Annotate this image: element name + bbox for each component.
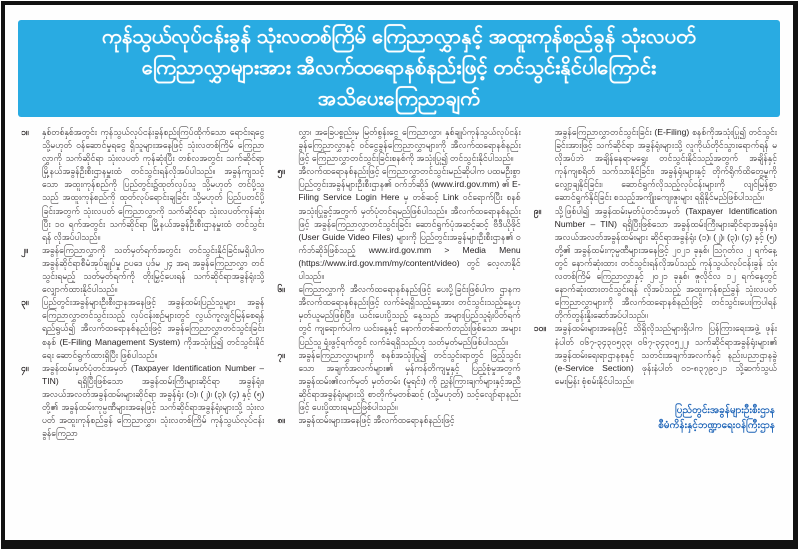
item-text: သို့ဖြစ်ပါ၍ အခွန်ထမ်းမှတ်ပုံတင်အမှတ် (Taxpayer Identification Number – TIN) ရရှိပြီးဖြစ်သော အခွန်ထမ်းကြီးများဆိုင်ရာအခွန်ရုံး၊ အလယ်အလတ်အခွန်ထမ်းများ ဆိုင်ရာအခွန်ရုံး (၁)၊ (၂)၊ (၃)၊ (၄) နှင့် (၅) တို့၏ အခွန်ထမ်းကုမ္ပဏီများအနေဖြင့် ၂၀၂၁ ခုနှစ်၊ ဩဂုတ်လ ၂ ရက်နေ့တွင် နောက်ဆုံးထား တင်သွင်းရန်လိုအပ်သည့် ကုန်သွယ်လုပ်ငန်းခွန် သုံးလတစ်ကြိမ် ကြေညာလွှာနှင့် ၂၀၂၁ ခုနှစ်၊ ဇူလိုင်လ ၁၂ ရက်နေ့တွင် နောက်ဆုံးထားတင်သွင်းရန် လိုအပ်သည့် အထူးကုန်စည်ခွန် သုံးလပတ်ကြေညာလွှာများကို အီလက်ထရောနစ်နည်းဖြင့် တင်သွင်းပေးကြပါရန် တိုက်တွန်းနှိုးဆော်အပ်ပါသည်။ [554,205,777,321]
title-line-2: ကြေညာလွှာများအား အီလက်ထရောနစ်နည်းဖြင့် တင်သွင်းနိုင်ပါကြောင်း [141,57,657,79]
item-text: အခွန်ကြေညာလွှာကို သတ်မှတ်ရက်အတွင်း တင်သွင်းနိုင်ခြင်းမရှိပါက အခွန်ဆိုင်ရာစီမံအုပ်ချုပ်မှု ဥပဒေ ပုဒ်မ ၂၄ အရ အခွန်ကြေညာလွှာ တင်သွင်းရမည့် သတ်မှတ်ရက်ကို တိုးမြှင့်ပေးရန် သက်ဆိုင်ရာအခွန်ရုံးသို့ လျှောက်ထားနိုင်ပါသည်။ [42,244,265,295]
item-text: အခွန်ထမ်းများအနေဖြင့် အီလက်ထရောနစ်နည်းဖြင့် [298,415,455,426]
column-3 [534,126,777,522]
list-item-2 [21,244,264,296]
item-number: ၂။ [21,244,28,255]
signature-block [534,403,777,433]
item-text: အခွန်ထမ်းများအနေဖြင့် သိရှိလိုသည်များရှိပါက ပြန်ကြားရေးအဖွဲ့ ဖုန်းနံပါတ် ၀၆၇-၃၄၃၀၅၃၃၊ ၀၆၇-၃၄၃၀၅၂၂၊ သက်ဆိုင်ရာအခွန်ရုံးများ၏ အခွန်ထမ်းရေးရာဌာနစုနှင့် သတင်းအချက်အလက်နှင့် နည်းပညာဌာနခွဲ (e-Service Section) ဖုန်းနံပါတ် ၀၁-၈၃၇၉၀၂၁ သို့ဆက်သွယ်မေးမြန်း စုံစမ်းနိုင်ပါသည်။ [554,323,777,386]
list-item-3 [21,296,264,361]
item-text: ကြေညာလွှာကို အီလက်ထရောနစ်နည်းဖြင့် ပေးပို့ခြင်းဖြစ်ပါက ဌာနက အီလက်ထရောနစ်နည်းဖြင့် လက်ခံရရှိသည့်နေ့အား တင်သွင်းသည့်နေ့ဟု မှတ်ယူမည်ဖြစ်ပြီး၊ ယင်းပေးပို့သည့် နေ့သည် အများပြည်သူရုံးပိတ်ရက်တွင် ကျရောက်ပါက ယင်းနေ့နှင့် နောက်တစ်ဆက်တည်းဖြစ်သော အများပြည်သူ ရုံးဖွင့်ရက်တွင် လက်ခံရရှိသည်ဟု သတ်မှတ်မည်ဖြစ်ပါသည်။ [298,284,521,347]
item-text: အခွန်ကြေညာလွှာတင်သွင်းခြင်း (E-Filing) စနစ်ကိုအသုံးပြု၍ တင်သွင်းခြင်းအားဖြင့် သက်ဆိုင်ရာ အခွန်ရုံးများသို့ လူကိုယ်တိုင်သွားရောက်ရန် မလိုအပ်ဘဲ အချိန်နေရာမရွေး တင်သွင်းနိုင်သည့်အတွက် အချိန်နှင့်ကုန်ကျစရိတ် သက်သာနိုင်ခြင်း၊ အခွန်ရုံးများနှင့် တိုက်ရိုက်ထိတွေ့မှုကို လျှော့ချနိုင်ခြင်း၊ ဆောင်ရွက်လိုသည့်လုပ်ငန်းများကို လျင်မြန်စွာ ဆောင်ရွက်နိုင်ခြင်း စသည့်အကျိုးကျေးဇူးများ ရရှိနိုင်မည်ဖြစ်ပါသည်။ [554,127,777,203]
item-number: ၈။ [277,415,285,426]
item-number: ၁၀။ [533,323,546,334]
item-text: နှစ်တစ်နှစ်အတွင်း ကုန်သွယ်လုပ်ငန်းခွန်စည်းကြပ်ထိုက်သော ရောင်းရငွေ သို့မဟုတ် ဝန်ဆောင်မှုရငွေ ရှိသူများအနေဖြင့် သုံးလတစ်ကြိမ် ကြေညာလွှာကို သက်ဆိုင်ရာ သုံးလပတ် ကုန်ဆုံးပြီး တစ်လအတွင်း သက်ဆိုင်ရာ မြို့နယ်အခွန်ဦးစီးဌာနမှူးထံ တင်သွင်းရန်လိုအပ်ပါသည်။ အခွန်ကျသင့်သော အထူးကုန်စည်ကို ပြည်တွင်း၌ထုတ်လုပ်သူ သို့မဟုတ် တင်ပို့သူသည် အထူးကုန်စည်ကို ထုတ်လုပ်ရောင်းချခြင်း သို့မဟုတ် ပြည်ပတင်ပို့ခြင်းအတွက် သုံးလပတ် ကြေညာလွှာကို သက်ဆိုင်ရာ သုံးလပတ်ကုန်ဆုံးပြီး ၁၀ ရက်အတွင်း သက်ဆိုင်ရာ မြို့နယ်အခွန်ဦးစီးဌာနမှူးထံ တင်သွင်းရန် လိုအပ်ပါသည်။ [42,127,265,242]
item-number [534,126,555,205]
list-item-10 [534,322,777,387]
item-number: ၇။ [277,349,285,360]
list-item-9 [534,205,777,323]
item-text: ပြည်တွင်းအခွန်များဦးစီးဌာနအနေဖြင့် အခွန်ထမ်းပြည်သူများ အခွန်ကြေညာလွှာတင်သွင်းသည့် လုပ်ငန်းစဉ်များတွင် လွယ်ကူလျှင်မြန်စေရန်ရည်ရွယ်၍ အီလက်ထရောနစ်နည်းဖြင့် အခွန်ကြေညာလွှာတင်သွင်းခြင်းစနစ် (E-Filing Management System) ကိုအသုံးပြု၍ တင်သွင်းနိုင်ရေး ဆောင်ရွက်ထားရှိပြီး ဖြစ်ပါသည်။ [42,297,265,360]
item-number: ၉။ [533,205,542,216]
list-item-5 [277,165,520,283]
title-line-1: ကုန်သွယ်လုပ်ငန်းခွန် သုံးလတစ်ကြိမ် ကြေညာလွှာနှင့် အထူးကုန်စည်ခွန် သုံးလပတ် [102,26,696,48]
title-line-3: အသိပေးကြေညာချက် [317,88,481,110]
column-2 [277,126,520,522]
page-border-frame [1,1,798,549]
title-banner [18,20,780,117]
signature-ministry: စီမံကိန်းနှင့်ဘဏ္ဍာရေးဝန်ကြီးဌာန [658,419,775,431]
list-item-8 [277,414,520,427]
item-text: အီလက်ထရောနစ်နည်းဖြင့် ကြေညာလွှာတင်သွင်းမည်ဆိုပါက ပထမဦးစွာ ပြည်တွင်းအခွန်များဦးစီးဌာန၏ ဝက်ဘ်ဆိုဒ် (www.ird.gov.mm) ၏ E-Filing Service Login Here မှ တစ်ဆင့် Link ဝင်ရောက်ပြီး စနစ်အသုံးပြုခွင့်အတွက် မှတ်ပုံတင်ရမည်ဖြစ်ပါသည်။ အီလက်ထရောနစ်နည်းဖြင့် အခွန်ကြေညာလွှာတင်သွင်းခြင်း ဆောင်ရွက်ပုံအဆင့်ဆင့် ဗီဒီယိုဖိုင် (User Guide Video Files) များကို ပြည်တွင်းအခွန်များဦးစီးဌာန၏ ဝက်ဘ်ဆိုဒ်ဖြစ်သည့် www.ird.gov.mm > Media Menu (https://www.ird.gov.mm/my/content/video) တွင် လေ့လာနိုင်ပါသည်။ [298,166,521,282]
item-number [277,126,298,165]
list-item-4 [21,362,264,441]
list-item-7 [277,349,520,414]
list-item-8-continued [534,126,777,205]
item-number: ၃။ [21,297,29,308]
item-text: အခွန်ကြေညာလွှာများကို စနစ်အသုံးပြု၍ တင်သွင်းရာတွင် ဖြည့်သွင်းသော အချက်အလက်များ၏ မှန်ကန်တိကျမှုနှင့် ပြည့်စုံမှုအတွက် အခွန်ထမ်း၏လက်မှတ် မှတ်တမ်း (မူရင်း) ကို ညွှန်ကြားချက်များနှင့်အညီ ဆိုင်ရာအခွန်ရုံးများသို့ စာတိုက်မှတစ်ဆင့် (သို့မဟုတ်) သင့်လျော်ရာနည်းဖြင့် ပေးပို့ထားရမည်ဖြစ်ပါသည်။ [298,349,521,412]
list-item-6 [277,283,520,348]
item-text: အခွန်ထမ်းမှတ်ပုံတင်အမှတ် (Taxpayer Identification Number – TIN) ရရှိပြီးဖြစ်သော အခွန်ထမ်းကြီးများဆိုင်ရာ အခွန်ရုံး၊ အလယ်အလတ်အခွန်ထမ်းများဆိုင်ရာ အခွန်ရုံး (၁)၊ (၂)၊ (၃)၊ (၄) နှင့် (၅) တို့၏ အခွန်ထမ်းကုမ္ပဏီများအနေဖြင့် သက်ဆိုင်ရာအခွန်ရုံးများသို့ သုံးလပတ် အထူးကုန်စည်ခွန် ကြေညာလွှာ၊ သုံးလတစ်ကြိမ် ကုန်သွယ်လုပ်ငန်းခွန်ကြေညာ [42,362,265,439]
list-item-4-continued [277,126,520,165]
item-text: လွှာ၊ အခြေပစ္စည်းမှ မြတ်စွန်းငွေ ကြေညာလွှာ၊ နှစ်ချုပ်ကုန်သွယ်လုပ်ငန်းခွန်ကြေညာလွှာနှင့် ဝင်ငွေခွန်ကြေညာလွှာများကို အီလက်ထရောနစ်နည်းဖြင့် ကြေညာလွှာတင်သွင်းခြင်းစနစ်ကို အသုံးပြု၍ တင်သွင်းနိုင်ပါသည်။ [298,127,521,164]
list-item-1 [21,126,264,244]
item-number: ၁။ [21,127,29,137]
column-1 [21,126,264,522]
item-number: ၅။ [277,166,285,177]
signature-department: ပြည်တွင်းအခွန်များဦးစီးဌာန [675,404,775,416]
item-number: ၄။ [21,362,29,373]
body-columns [21,126,777,522]
item-number: ၆။ [277,284,285,295]
